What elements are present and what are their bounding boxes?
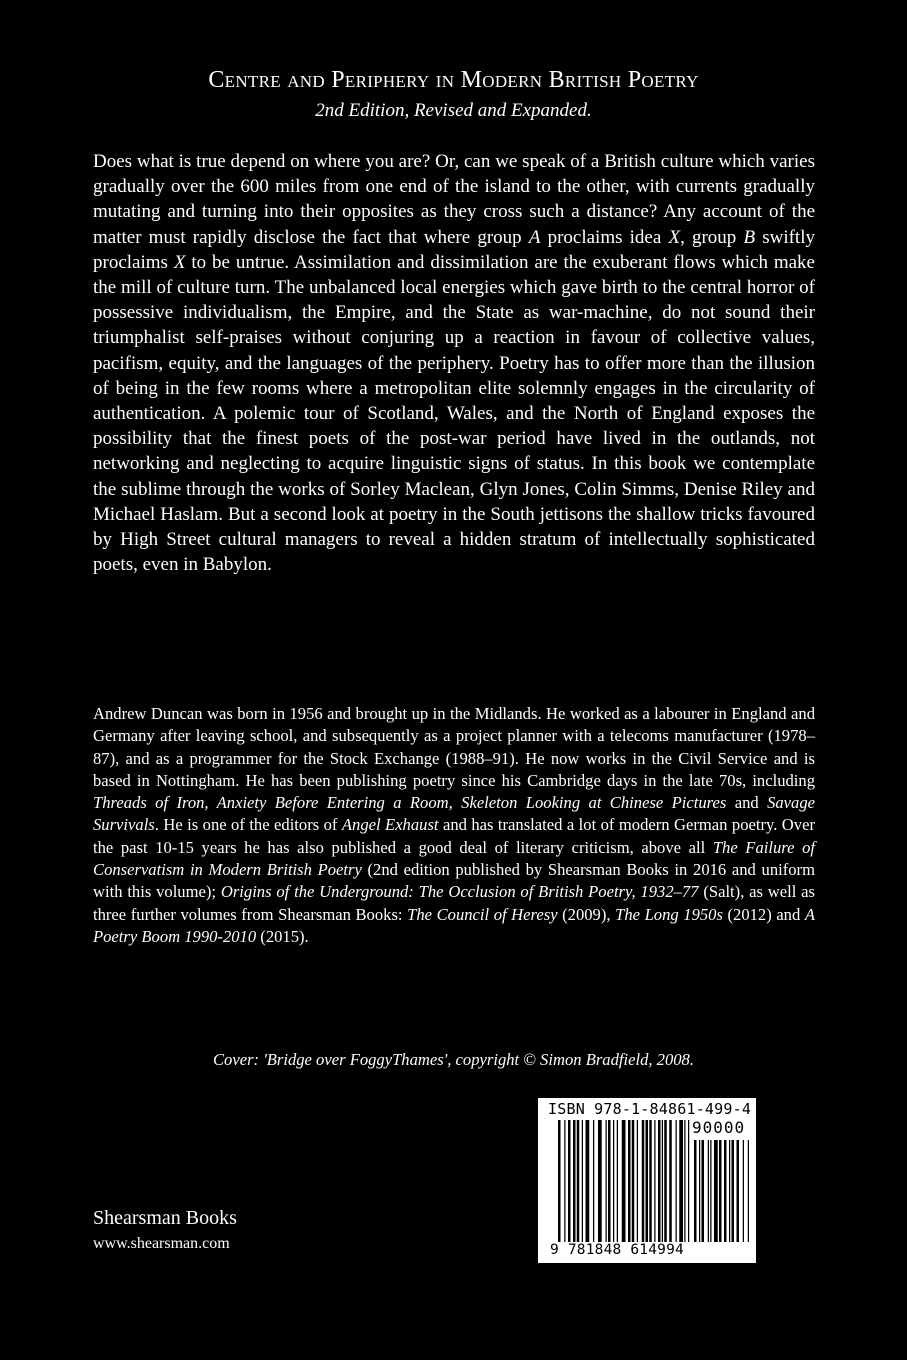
barcode-bar bbox=[676, 1120, 677, 1242]
blurb-idea-x: X bbox=[173, 251, 186, 273]
barcode-bar bbox=[608, 1120, 611, 1242]
bio-title: The Long 1950s bbox=[615, 904, 723, 924]
blurb-text: Does what is true depend on where you are? Or, can we speak of a British culture which varies gradually over the 600 miles from one end of the island to the other, with currents gradually mutating and turning into their opposites as they cross such a distance? Any account of the matter must rapidly disclose the fact that where group bbox=[93, 151, 815, 248]
barcode-bar bbox=[662, 1120, 663, 1242]
barcode-bar bbox=[710, 1140, 711, 1242]
barcode-bar bbox=[613, 1120, 614, 1242]
book-blurb bbox=[93, 149, 815, 577]
bio-text: and has translated a lot of modern German poetry. Over the past 10-15 years he has also published a good deal of literary criticism, above all bbox=[93, 815, 815, 857]
barcode-bar bbox=[743, 1140, 744, 1242]
barcode-bar bbox=[622, 1120, 626, 1242]
bio-title: A Poetry Boom 1990-2010 bbox=[93, 904, 815, 946]
blurb-group-a: A bbox=[528, 226, 541, 248]
barcode-bar bbox=[748, 1140, 749, 1242]
bio-text: (2015). bbox=[256, 926, 309, 946]
barcode-bar bbox=[724, 1140, 727, 1242]
barcode-bar bbox=[646, 1120, 649, 1242]
barcode-bar bbox=[649, 1120, 652, 1242]
bio-title: The Failure of Conservatism in Modern British Poetry bbox=[93, 837, 815, 880]
barcode-bar bbox=[593, 1120, 594, 1242]
barcode-bar bbox=[637, 1120, 638, 1242]
barcode-bar bbox=[558, 1120, 561, 1242]
bio-text: (2nd edition published by Shearsman Books in 2016 and uniform with this volume); bbox=[93, 860, 815, 902]
barcode-bar bbox=[719, 1140, 722, 1242]
barcode-bar bbox=[564, 1120, 565, 1242]
barcode-bar bbox=[582, 1120, 583, 1242]
price-code: 90000 bbox=[692, 1118, 746, 1137]
bio-text: . He is one of the editors of bbox=[154, 815, 342, 835]
barcode-bar bbox=[606, 1120, 607, 1242]
barcode-bar bbox=[688, 1120, 689, 1242]
bio-title: Origins of the Underground: The Occlusion of British Poetry, 1932–77 bbox=[220, 882, 699, 902]
barcode-bar bbox=[679, 1120, 683, 1242]
bio-title: Threads of Iron, Anxiety Before Entering a Room, Skeleton Looking at Chinese Pictures bbox=[93, 793, 727, 813]
barcode-bar bbox=[598, 1120, 602, 1242]
bio-text: (2012) and bbox=[722, 904, 805, 924]
blurb-text: swiftly proclaims bbox=[93, 226, 815, 273]
barcode-bar bbox=[694, 1140, 697, 1242]
bio-title: Angel Exhaust bbox=[341, 815, 439, 835]
isbn-barcode bbox=[538, 1098, 756, 1263]
bio-title: Savage Survivals bbox=[93, 793, 815, 835]
bio-title: The Council of Heresy bbox=[407, 904, 558, 924]
barcode-digits: 9 781848 614994 bbox=[550, 1242, 684, 1258]
publisher-website: www.shearsman.com bbox=[93, 1235, 230, 1252]
barcode-bar bbox=[654, 1120, 655, 1242]
barcode-bar bbox=[568, 1120, 571, 1242]
bio-text: and bbox=[726, 793, 768, 813]
barcode-bar bbox=[577, 1120, 580, 1242]
cover-credit: Cover: 'Bridge over FoggyThames', copyright © Simon Bradfield, 2008. bbox=[212, 1050, 695, 1069]
blurb-text: proclaims idea bbox=[540, 226, 669, 248]
blurb-group-b: B bbox=[743, 226, 756, 248]
barcode-bar bbox=[573, 1120, 576, 1242]
barcode-bar bbox=[658, 1120, 661, 1242]
barcode-bar bbox=[684, 1120, 685, 1242]
barcode-bar bbox=[699, 1140, 700, 1242]
barcode-bar bbox=[617, 1120, 618, 1242]
barcode-bar bbox=[729, 1140, 730, 1242]
blurb-text: , group bbox=[680, 226, 744, 248]
barcode-bar bbox=[632, 1120, 635, 1242]
barcode-bar bbox=[642, 1120, 645, 1242]
publisher-name: Shearsman Books bbox=[93, 1207, 237, 1229]
bio-text: (2009), bbox=[557, 904, 616, 924]
isbn-label: ISBN 978-1-84861-499-4 bbox=[548, 1100, 752, 1118]
barcode-bar bbox=[732, 1140, 735, 1242]
barcode-bar bbox=[628, 1120, 631, 1242]
barcode-bar bbox=[702, 1140, 705, 1242]
barcode-bar bbox=[714, 1140, 718, 1242]
barcode-bar bbox=[708, 1140, 709, 1242]
blurb-idea-x: X bbox=[668, 226, 681, 248]
author-bio bbox=[93, 703, 815, 948]
barcode-bar bbox=[669, 1120, 672, 1242]
bio-text: Andrew Duncan was born in 1956 and brought up in the Midlands. He worked as a labourer in England and Germany after leaving school, and subsequently as a project planner with a telecoms manufacturer (1978–87), and as a programmer for the Stock Exchange (1988–91). He now works in the Civil Service and is based in Nottingham. He has been publishing poetry since his Cambridge days in the late 70s, including bbox=[93, 704, 815, 790]
bio-text: (Salt), as well as three further volumes from Shearsman Books: bbox=[93, 882, 816, 924]
barcode-bar bbox=[586, 1120, 590, 1242]
barcode-bar bbox=[664, 1120, 667, 1242]
blurb-text: to be untrue. Assimilation and dissimilation are the exuberant flows which make the mill of culture turn. The unbalanced local energies which gave birth to the central horror of possessive individualism, the Empire, and the State as war-machine, do not sound their triumphalist self-praises without conjuring up a reaction in favour of collective values, pacifism, equity, and the languages of the periphery. Poetry has to offer more than the illusion of being in the few rooms where a metropolitan elite solemnly engages in the circularity of authentication. A polemic tour of Scotland, Wales, and the North of England exposes the possibility that the finest poets of the post-war period have lived in the outlands, not networking and neglecting to acquire linguistic signs of status. In this book we contemplate the sublime through the works of Sorley Maclean, Glyn Jones, Colin Simms, Denise Riley and Michael Haslam. But a second look at poetry in the South jettisons the shallow tricks favoured by High Street cultural managers to reveal a hidden stratum of intellectually sophisticated poets, even in Babylon. bbox=[93, 251, 815, 576]
barcode-bar bbox=[737, 1140, 740, 1242]
book-title: Centre and Periphery in Modern British Poetry bbox=[208, 67, 699, 93]
edition-subtitle: 2nd Edition, Revised and Expanded. bbox=[315, 100, 592, 121]
